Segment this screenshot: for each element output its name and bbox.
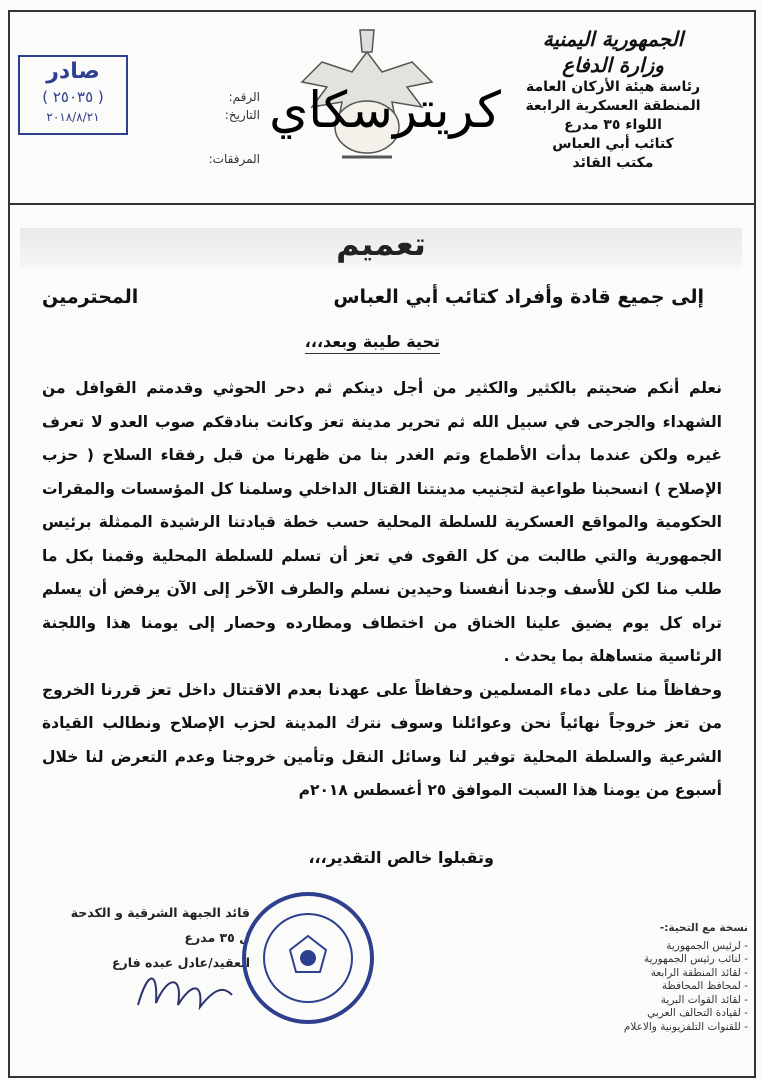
body-paragraph: نعلم أنكم ضحيتم بالكثير والكثير من أجل دينكم ثم دحر الحوثي وقدمتم القوافل من الشهداء والجرحى في سبيل الله ثم تحرير مدينة تعز وكانت بنادقكم صوب العدو لا تعرف غيره ولكن عندما بدأت الأطماع وتم الغدر بنا من ظهرنا من قبل رفقاء السلاح ( حزب الإصلاح ) انسحبنا طواعية لتجنيب مدينتنا القتال الداخلي وسلمنا كل المؤسسات والمقرات الحكومية والمواقع العسكرية للسلطة المحلية حسب خطة قيادتنا الرشيدة الممثلة برئيس الجمهورية والتي طالبت من كل القوى في تعز أن تسلم للسلطة المحلية وقمنا بكل ما طلب منا لكن للأسف وجدنا أنفسنا وحيدين نسلم والطرف الآخر إلى الآن يرفض أن يسلم تراه كل يوم يضيق علينا الخناق من اختطاف ومطارده وحصار إلى يومنا هذا واللجنة الرئاسية متساهلة بما يحدث . (42, 379, 722, 665)
reference-labels (140, 88, 260, 166)
signer-unit: ل ٣٥ مدرع (184, 930, 250, 945)
respected-label: المحترمين (42, 286, 139, 308)
number-label: الرقم: (228, 90, 260, 104)
body-paragraph: وحفاظاً منا على دماء المسلمين وحفاظاً على عهدنا بعدم الاقتتال داخل تعز قررنا الخروج من تعز خروجاً نهائياً نحن وعوائلنا وسوف نترك المدينة لحزب الإصلاح ونطالب القيادة الشرعية والسلطة المحلية توفير لنا وسائل النقل وتأمين خروجنا وعدم التعرض لنا خلال أسبوع من يومنا هذا السبت الموافق ٢٥ أغسطس ٢٠١٨م (42, 680, 722, 799)
stamp-word: صادر (46, 59, 100, 84)
document-title: تعميم (336, 225, 426, 263)
recipient-line: إلى جميع قادة وأفراد كتائب أبي العباس (333, 286, 704, 308)
handwritten-signature-icon (128, 965, 238, 1015)
letterhead-office: مكتب القائد (572, 155, 654, 171)
cc-item: - لمحافظ المحافظة (661, 980, 748, 992)
letterhead (488, 26, 738, 173)
attachments-label: المرفقات: (208, 152, 260, 166)
letterhead-staff: رئاسة هيئة الأركان العامة (525, 79, 701, 95)
date-label: التاريخ: (224, 108, 260, 122)
signer-name: العقيد/عادل عبده فارع (112, 955, 250, 970)
cc-item: - لرئيس الجمهورية (666, 939, 748, 952)
cc-heading: نسخة مع التحية:- (659, 922, 748, 934)
cc-item: - لقائد المنطقة الرابعة (650, 966, 748, 979)
cc-item: - لنائب رئيس الجمهورية (643, 953, 748, 965)
official-seal-icon (238, 888, 378, 1028)
letterhead-brigade: اللواء ٣٥ مدرع (564, 117, 662, 133)
letterhead-republic: الجمهورية اليمنية (542, 27, 684, 51)
header-divider (8, 203, 756, 205)
letterhead-ministry: وزارة الدفاع (562, 53, 664, 77)
watermark-overlay-text: كريترسكاي (269, 81, 501, 139)
closing-line: وتقبلوا خالص التقدير،،، (308, 848, 494, 867)
letterhead-region: المنطقة العسكرية الرابعة (525, 98, 701, 114)
letter-body (42, 372, 722, 808)
stamp-date: ٢٠١٨/٨/٢١ (46, 110, 100, 124)
cc-item: - للقنوات التلفزيونية والاعلام (623, 1020, 748, 1033)
signature-block (60, 900, 250, 975)
greeting: تحية طيبة وبعد،،، (305, 332, 440, 354)
cc-list (548, 922, 748, 1034)
cc-item: - لقائد القوات البرية (660, 993, 748, 1006)
stamp-number: ( ٢٥٠٣٥ ) (42, 88, 104, 106)
letterhead-battalions: كتائب أبي العباس (552, 136, 674, 152)
cc-item: - لقيادة التحالف العربي (647, 1007, 748, 1019)
outgoing-stamp (18, 55, 128, 135)
signer-position: قائد الجبهة الشرقية و الكدحة (70, 905, 250, 920)
